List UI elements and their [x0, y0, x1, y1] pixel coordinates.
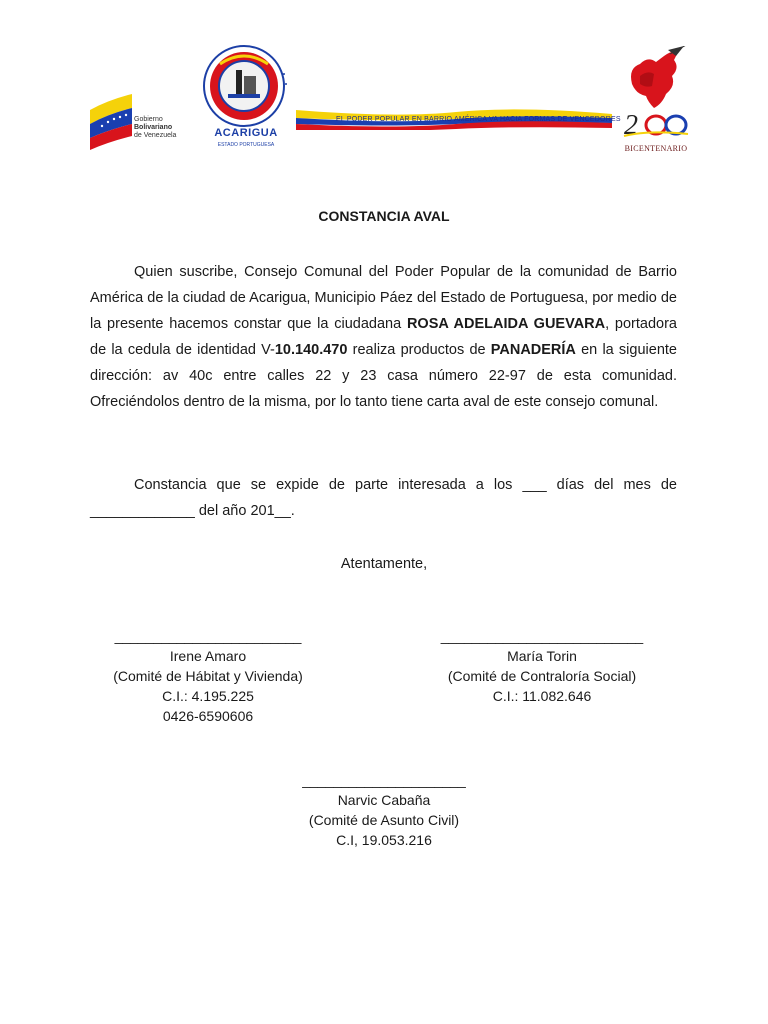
document-title: CONSTANCIA AVAL	[318, 208, 450, 224]
sign-off: Atentamente,	[340, 556, 428, 572]
bicentenario-logo	[618, 46, 694, 158]
paragraph-text: , portadora de la cedula de identidad V-	[90, 316, 678, 358]
issuance-paragraph: Constancia que se expide de parte interesada a los ___ días del mes de _____________ del año 201__.	[90, 477, 677, 519]
paragraph-text: Quien suscribe, Consejo Comunal del Poder Popular de la comunidad de Barrio América de la ciudad de Acarigua, Municipio Páez del Estado de Portuguesa, por medio de la presente hacemos constar que la ciudadana	[90, 264, 677, 332]
bicentenario-emblem-icon	[618, 46, 694, 144]
signer-name: Irene Amaro	[169, 648, 247, 664]
paragraph-text: realiza productos de	[347, 342, 491, 358]
logo-text-line: Gobierno	[134, 116, 163, 123]
signer-name: María Torin	[507, 648, 577, 664]
signer-id: C.I.: 11.082.646	[492, 688, 592, 704]
signature-line: __________________________	[440, 628, 644, 644]
consejo-logo-city: ACARIGUA	[214, 127, 278, 139]
signer-role: (Comité de Hábitat y Vivienda)	[113, 668, 303, 684]
signature-block	[96, 626, 320, 726]
logo-text-line: Bolivariano	[134, 124, 173, 131]
banner-slogan: EL PODER POPULAR EN BARRIO AMÉRICA VA HACIA FORMAS DE VENCEDORES	[336, 116, 621, 123]
signer-id: C.I, 19.053.216	[336, 832, 432, 848]
citizen-id-number: 10.140.470	[274, 342, 348, 358]
logo-text-line: de Venezuela	[134, 132, 177, 139]
citizen-name: ROSA ADELAIDA GUEVARA	[406, 316, 606, 332]
signature-block	[430, 626, 654, 706]
header-banner	[296, 104, 621, 130]
consejo-comunal-logo	[200, 44, 292, 154]
venezuela-flag-icon	[88, 92, 134, 150]
consejo-comunal-emblem-icon	[200, 44, 292, 128]
bicentenario-label: BICENTENARIO	[624, 144, 688, 153]
consejo-logo-state: ESTADO PORTUGUESA	[217, 142, 275, 148]
signature-line: _____________________	[302, 772, 466, 788]
signer-name: Narvic Cabaña	[337, 792, 431, 808]
gobierno-bolivariano-logo	[88, 92, 188, 150]
signer-role: (Comité de Contraloría Social)	[447, 668, 637, 684]
signer-id: C.I.: 4.195.225	[162, 688, 254, 704]
signature-line: ________________________	[114, 628, 302, 644]
signer-role: (Comité de Asunto Civil)	[308, 812, 460, 828]
svg-text:2: 2	[624, 110, 638, 141]
trade-name: PANADERÍA	[490, 342, 576, 358]
certification-paragraph	[90, 259, 677, 415]
paragraph-text: en la siguiente dirección: av 40c entre calles 22 y 23 casa número 22-97 de esta comunidad. Ofreciéndolos dentro de la misma, por lo tanto tiene carta aval de este consejo comunal.	[90, 342, 677, 410]
signer-phone: 0426-6590606	[162, 708, 254, 724]
signature-block	[272, 770, 496, 850]
